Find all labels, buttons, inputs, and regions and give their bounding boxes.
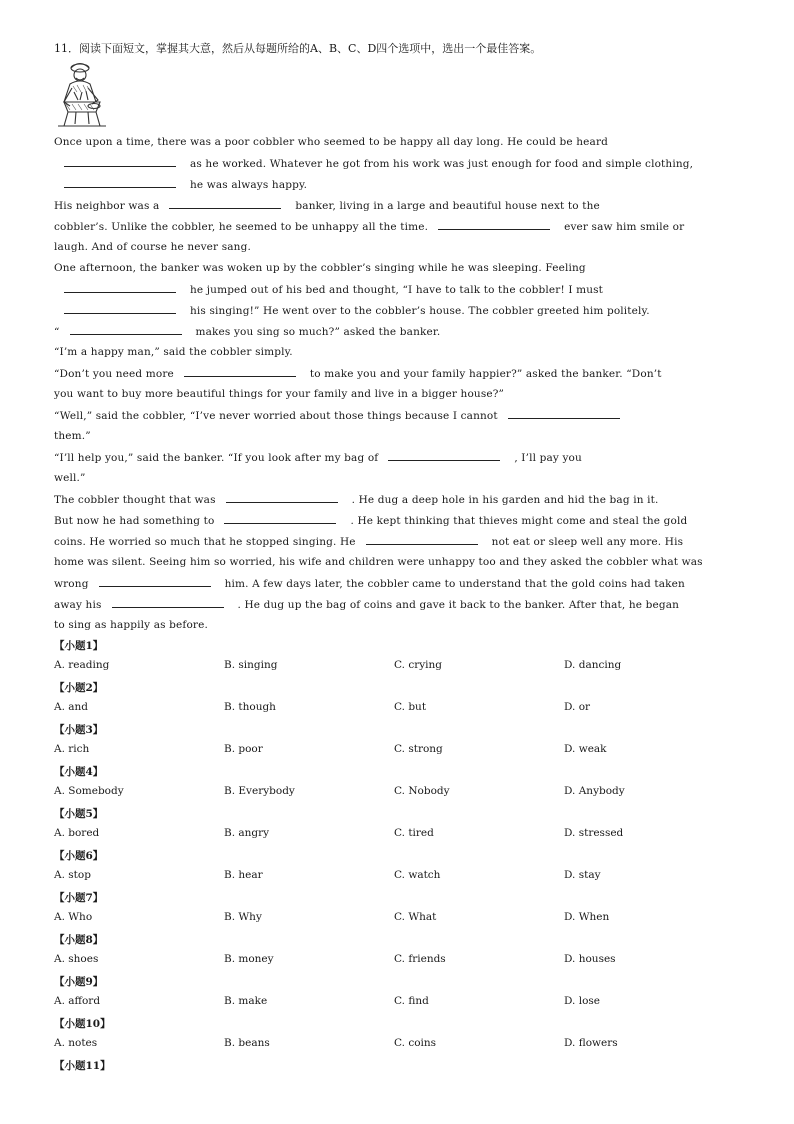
question-label: 【小题10】 [54,1018,111,1030]
answer-option-c[interactable]: C. tired [394,827,434,839]
answer-option-b[interactable]: B. make [224,995,268,1007]
passage-line [54,597,744,612]
answer-option-d[interactable]: D. stay [564,869,601,881]
question-label: 【小题3】 [54,724,104,736]
answer-option-a[interactable]: A. reading [54,659,110,671]
answer-option-c[interactable]: C. find [394,995,429,1007]
passage-text: “ [54,326,60,338]
passage-text: . He dug a deep hole in his garden and hid the bag in it. [351,494,659,506]
answer-blank[interactable] [64,282,176,293]
passage-line [54,387,744,401]
passage-line [54,429,744,443]
answer-blank[interactable] [438,219,550,230]
question-label: 【小题11】 [54,1060,111,1072]
answer-option-d[interactable]: D. or [564,701,591,713]
passage-line [54,219,744,234]
answer-option-b[interactable]: B. poor [224,743,263,755]
answer-option-c[interactable]: C. watch [394,869,441,881]
answer-option-b[interactable]: B. though [224,701,276,713]
answer-option-b[interactable]: B. beans [224,1037,270,1049]
passage-line [54,471,744,485]
answer-blank[interactable] [388,450,500,461]
answer-blank[interactable] [64,156,176,167]
passage-line [54,135,744,149]
passage-text: makes you sing so much?” asked the banker. [195,326,441,338]
answer-option-c[interactable]: C. What [394,911,437,923]
answer-option-d[interactable]: D. dancing [564,659,622,671]
answer-option-c[interactable]: C. crying [394,659,443,671]
answer-option-c[interactable]: C. but [394,701,427,713]
passage-line [54,282,744,297]
answer-blank[interactable] [508,408,620,419]
question-label: 【小题9】 [54,976,104,988]
answer-option-d[interactable]: D. stressed [564,827,624,839]
passage-text: his singing!” He went over to the cobbler’s house. The cobbler greeted him politely. [190,305,650,317]
answer-blank[interactable] [99,576,211,587]
passage-line [54,303,744,318]
answer-option-b[interactable]: B. money [224,953,274,965]
passage-text: them.” [54,430,91,442]
question-label: 【小题5】 [54,808,104,820]
passage-text: One afternoon, the banker was woken up by the cobbler’s singing while he was sleeping. Feeling [54,262,586,274]
answer-option-a[interactable]: A. bored [54,827,100,839]
answer-blank[interactable] [184,366,296,377]
answer-option-d[interactable]: D. weak [564,743,607,755]
answer-blank[interactable] [226,492,338,503]
passage-line [54,366,744,381]
passage-text: banker, living in a large and beautiful house next to the [295,200,600,212]
passage-text: “Don’t you need more [54,368,174,380]
passage-text: cobbler’s. Unlike the cobbler, he seemed to be unhappy all the time. [54,221,429,233]
passage-line [54,198,744,213]
cobbler-sketch-icon [56,58,108,130]
answer-option-a[interactable]: A. shoes [54,953,99,965]
passage-text: “Well,” said the cobbler, “I’ve never worried about those things because I cannot [54,410,498,422]
passage-line [54,261,744,275]
passage-text: wrong [54,578,89,590]
passage-text: home was silent. Seeing him so worried, his wife and children were unhappy too and they asked the cobbler what was [54,556,703,568]
answer-option-d[interactable]: D. When [564,911,610,923]
passage-line [54,156,744,171]
passage-line [54,408,744,423]
passage-line [54,576,744,591]
passage-line [54,177,744,192]
passage-text: to make you and your family happier?” asked the banker. “Don’t [309,368,662,380]
answer-blank[interactable] [366,534,478,545]
question-label: 【小题4】 [54,766,104,778]
answer-option-c[interactable]: C. strong [394,743,443,755]
answer-option-c[interactable]: C. friends [394,953,446,965]
passage-text: you want to buy more beautiful things for your family and live in a bigger house?” [54,388,505,400]
passage-text: . He kept thinking that thieves might come and steal the gold [350,515,688,527]
answer-option-d[interactable]: D. Anybody [564,785,625,797]
answer-option-d[interactable]: D. flowers [564,1037,618,1049]
answer-option-b[interactable]: B. Why [224,911,262,923]
answer-option-d[interactable]: D. houses [564,953,616,965]
passage-text: well.” [54,472,86,484]
answer-option-b[interactable]: B. singing [224,659,278,671]
passage-line [54,555,744,569]
passage-text: But now he had something to [54,515,215,527]
answer-option-a[interactable]: A. Who [54,911,93,923]
passage-line [54,345,744,359]
answer-option-a[interactable]: A. stop [54,869,91,881]
answer-option-a[interactable]: A. rich [54,743,90,755]
answer-blank[interactable] [169,198,281,209]
question-label: 【小题6】 [54,850,104,862]
passage-text: away his [54,599,102,611]
passage-line [54,240,744,254]
passage-text: he was always happy. [190,179,308,191]
passage-text: “I’ll help you,” said the banker. “If you look after my bag of [54,452,379,464]
answer-option-b[interactable]: B. Everybody [224,785,295,797]
answer-option-a[interactable]: A. and [54,701,89,713]
answer-option-a[interactable]: A. afford [54,995,101,1007]
passage-text: coins. He worried so much that he stopped singing. He [54,536,356,548]
answer-option-c[interactable]: C. Nobody [394,785,450,797]
answer-blank[interactable] [64,303,176,314]
answer-blank[interactable] [224,513,336,524]
passage-line [54,513,744,528]
passage-line [54,324,744,339]
passage-text: laugh. And of course he never sang. [54,241,251,253]
answer-option-a[interactable]: A. notes [54,1037,98,1049]
passage-line [54,450,744,465]
passage-text: to sing as happily as before. [54,619,208,631]
answer-blank[interactable] [70,324,182,335]
passage-text: he jumped out of his bed and thought, “I have to talk to the cobbler! I must [190,284,604,296]
question-label: 【小题2】 [54,682,104,694]
passage-text: , I’ll pay you [514,452,582,464]
answer-blank[interactable] [64,177,176,188]
passage-line [54,492,744,507]
passage-text: not eat or sleep well any more. His [491,536,684,548]
passage-text: as he worked. Whatever he got from his work was just enough for food and simple clothing, [190,158,694,170]
question-label: 【小题8】 [54,934,104,946]
passage-text: “I’m a happy man,” said the cobbler simply. [54,346,293,358]
passage-text: him. A few days later, the cobbler came to understand that the gold coins had taken [224,578,685,590]
passage-text: ever saw him smile or [564,221,685,233]
passage-line [54,618,744,632]
passage-text: . He dug up the bag of coins and gave it back to the banker. After that, he began [237,599,680,611]
answer-option-d[interactable]: D. lose [564,995,601,1007]
answer-option-b[interactable]: B. hear [224,869,263,881]
passage-line [54,534,744,549]
passage-text: His neighbor was a [54,200,160,212]
passage-text: The cobbler thought that was [54,494,216,506]
answer-option-b[interactable]: B. angry [224,827,270,839]
question-label: 【小题7】 [54,892,104,904]
answer-blank[interactable] [112,597,224,608]
answer-option-a[interactable]: A. Somebody [54,785,124,797]
answer-option-c[interactable]: C. coins [394,1037,437,1049]
question-instruction: 11．阅读下面短文，掌握其大意，然后从每题所给的A、B、C、D四个选项中，选出一个最佳答案。 [54,42,542,55]
question-label: 【小题1】 [54,640,104,652]
passage-text: Once upon a time, there was a poor cobbler who seemed to be happy all day long. He could be heard [54,136,608,148]
